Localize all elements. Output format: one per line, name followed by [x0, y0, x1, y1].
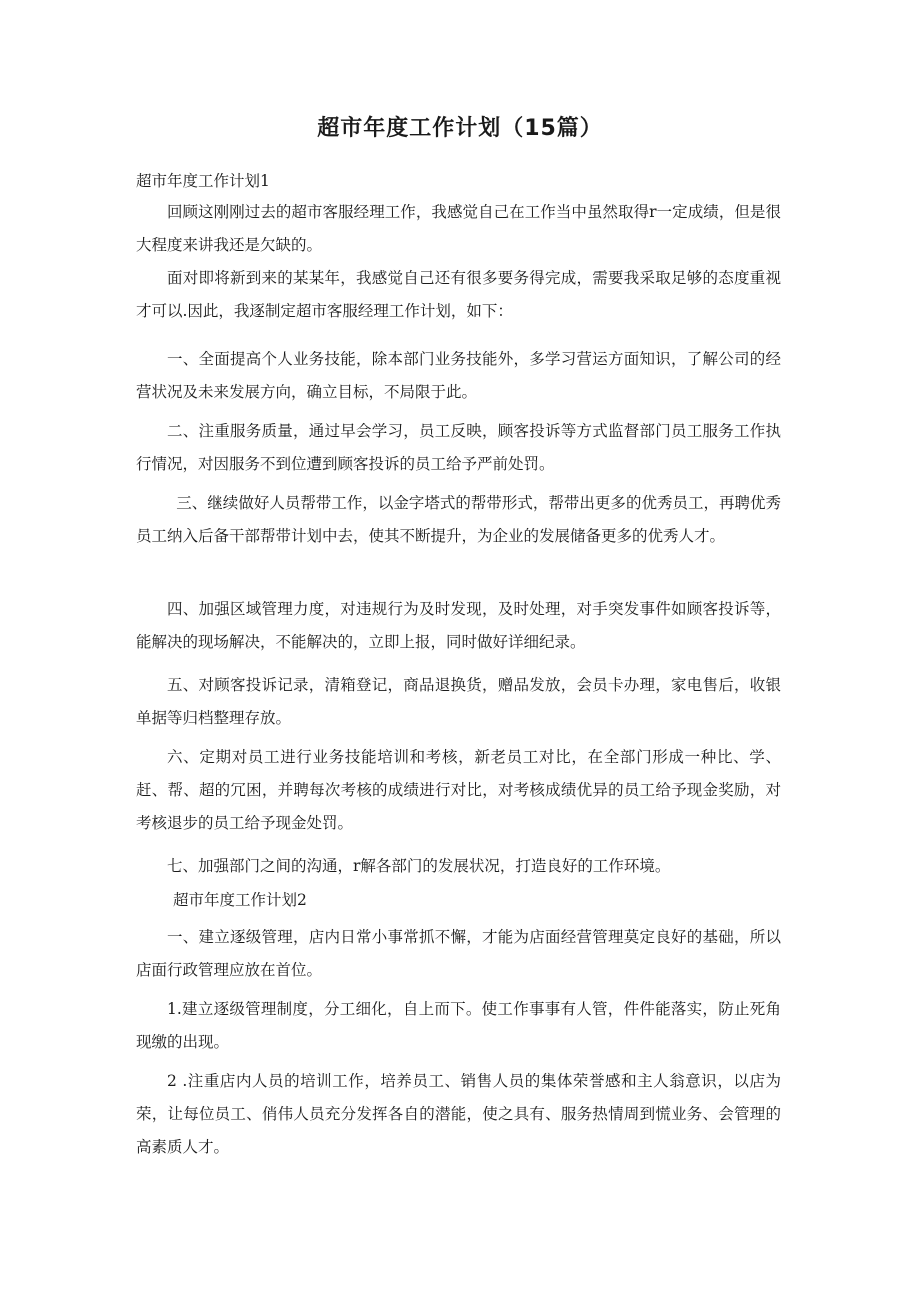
paragraph: 一、建立逐级管理，店内日常小事常抓不懈，才能为店面经营管理莫定良好的基础，所以店面行政管理应放在首位。 — [136, 928, 781, 979]
paragraph: 七、加强部门之间的沟通，r解各部门的发展状况，打造良好的工作环境。 — [167, 857, 671, 875]
paragraph: 三、继续做好人员帮带工作，以金字塔式的帮带形式，帮带出更多的优秀员工，再聘优秀员工纳入后备干部帮带计划中去，使其不断提升，为企业的发展储备更多的优秀人才。 — [136, 494, 781, 545]
paragraph: 五、对顾客投诉记录，清箱登记，商品退换货，赠品发放，会员卡办理，家电售后，收银单据等归档整理存放。 — [136, 676, 781, 727]
section-heading: 超市年度工作计划1 — [136, 172, 270, 190]
paragraph: 2 .注重店内人员的培训工作，培养员工、销售人员的集体荣誉感和主人翁意识，以店为荣，让每位员工、俏伟人员充分发挥各自的潜能，使之具有、服务热情周到慌业务、会管理的高素质人才。 — [136, 1072, 781, 1156]
paragraph: 1.建立逐级管理制度，分工细化，自上而下。使工作事事有人管，件件能落实，防止死角现缴的出现。 — [136, 1000, 781, 1051]
paragraph: 六、定期对员工进行业务技能培训和考核，新老员工对比，在全部门形成一种比、学、赶、帮、超的冗困，并聘每次考核的成绩进行对比，对考核成绩优异的员工给予现金奖励，对考核退步的员工给予现金处罚。 — [136, 748, 781, 832]
paragraph: 二、注重服务质量，通过早会学习，员工反映，顾客投诉等方式监督部门员工服务工作执行情况，对因服务不到位遭到顾客投诉的员工给予严前处罚。 — [136, 422, 781, 473]
paragraph: 四、加强区域管理力度，对违规行为及时发现，及时处理，对手突发事件如顾客投诉等，能解决的现场解决，不能解决的，立即上报，同时做好详细纪录。 — [136, 600, 781, 651]
section-heading: 超市年度工作计划2 — [173, 891, 307, 909]
paragraph: 一、全面提高个人业务技能，除本部门业务技能外，多学习营运方面知识，了解公司的经营状况及未来发展方向，确立目标，不局限于此。 — [136, 350, 781, 401]
document-title: 超市年度工作计划（15篇） — [317, 116, 603, 141]
paragraph: 面对即将新到来的某某年，我感觉自己还有很多要务得完成，需要我采取足够的态度重视才可以.因此，我逐制定超市客服经理工作计划，如下： — [136, 269, 781, 320]
paragraph: 回顾这刚刚过去的超市客服经理工作，我感觉自己在工作当中虽然取得r一定成绩，但是很大程度来讲我还是欠缺的。 — [136, 203, 781, 254]
